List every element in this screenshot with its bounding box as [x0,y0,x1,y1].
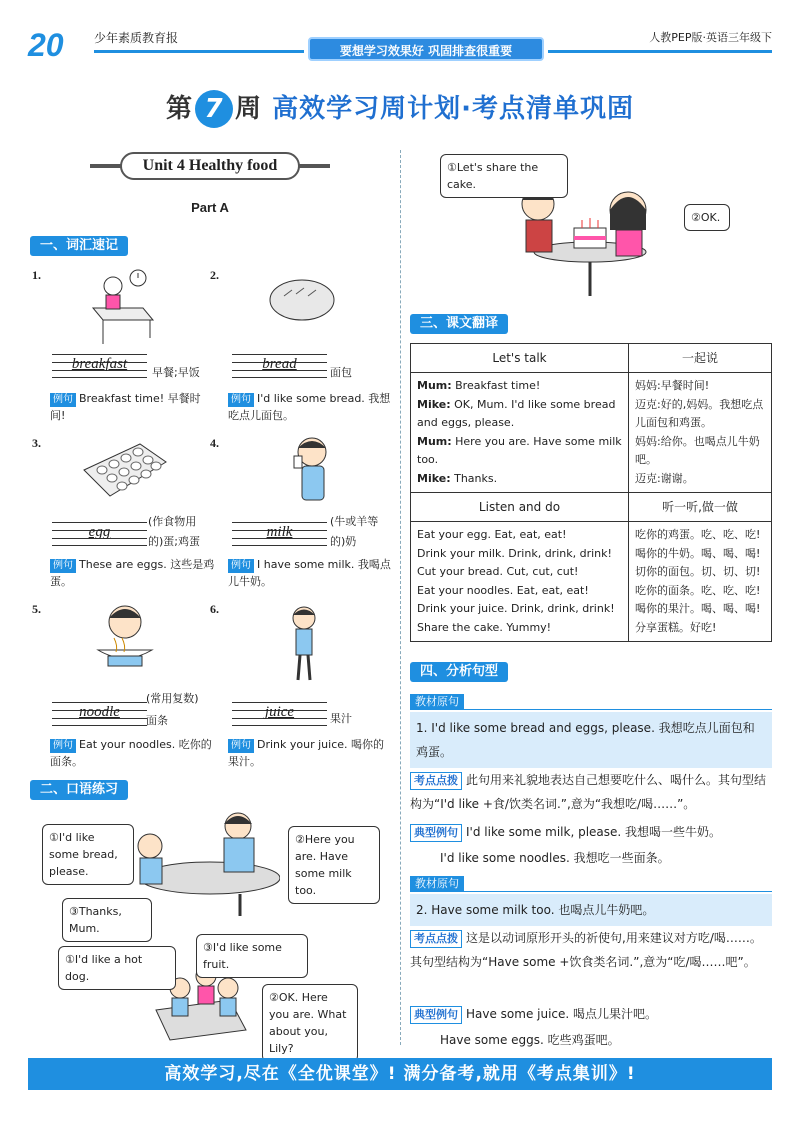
newspaper-name: 少年素质教育报 [94,29,182,46]
writing-lines [232,352,327,378]
vocab-number: 6. [210,602,219,616]
example-label: 典型例句 [410,1006,462,1024]
example-text: Have some juice. 喝点儿果汁吧。 [466,1007,658,1021]
vocab-number: 3. [32,436,41,450]
source-bar [410,876,772,892]
example-line [410,1002,772,1026]
vocab-number: 1. [32,268,41,282]
header-rule [548,50,772,53]
vocab-meaning: 面包 [330,366,352,379]
vocab-meaning: 早餐;早饭 [152,366,200,379]
speech-bubble: ②Here you are. Have some milk too. [288,826,380,904]
example-text: I'd like some bread. 我想吃点儿面包。 [228,392,391,422]
point-text: 此句用来礼貌地表达自己想要吃什么、喝什么。其句型结构为“I'd like +食/饮类名词.”,意为“我想吃/喝……”。 [410,773,767,811]
juice-picture [284,604,324,686]
example-line [410,820,772,844]
vocab-word: egg [88,524,111,540]
section-vocab: 一、词汇速记 [30,236,128,256]
point-label: 考点点拨 [410,772,462,790]
example-text: Eat your noodles. 吃你的面条。 [50,738,212,768]
week-number: 7 [195,90,233,128]
speech-bubble: ①I'd like a hot dog. [58,946,176,990]
breakfast-picture [88,268,158,346]
point-text: 这是以动词原形开头的祈使句,用来建议对方吃/喝……。其句型结构为“Have some +饮食类名词.”,意为“吃/喝……吧”。 [410,931,762,969]
table-header: Let's talk [411,344,629,373]
example-label: 典型例句 [410,824,462,842]
translation-table [410,343,772,642]
vocab-meaning: (牛或羊等的)奶 [330,515,379,548]
writing-lines [52,700,147,726]
vocab-example [50,390,215,424]
speech-bubble: ①Let's share the cake. [440,154,568,198]
table-header: 一起说 [629,344,772,373]
listen-chinese-cell: 吃你的鸡蛋。吃、吃、吃! 喝你的牛奶。喝、喝、喝! 切你的面包。切、切、切! 吃你的面条。吃、吃、吃! 喝你的果汁。喝、喝、喝! 分享蛋糕。好吃! [629,522,772,642]
writing-lines [52,520,147,546]
vocab-example [50,556,215,590]
vocab-example [50,736,215,770]
page-title [0,88,800,128]
table-header: 听一听,做一做 [629,493,772,522]
vocab-meaning: (常用复数)面条 [146,692,199,727]
vocab-number: 5. [32,602,41,616]
writing-lines [232,520,327,546]
vocab-number: 4. [210,436,219,450]
source-sentence: 2. Have some milk too. 也喝点儿牛奶吧。 [410,894,772,926]
source-bar [410,694,772,710]
vocab-example [228,556,393,590]
example-tag: 例句 [228,739,254,753]
vocab-number: 2. [210,268,219,282]
vocab-word: noodle [79,704,120,720]
section-speaking: 二、口语练习 [30,780,128,800]
vocab-word: breakfast [71,356,128,372]
speech-bubble: ③I'd like some fruit. [196,934,308,978]
example-text: Drink your juice. 喝你的果汁。 [228,738,385,768]
point-label: 考点点拨 [410,930,462,948]
vocab-word: juice [264,704,295,720]
speech-bubble: ③Thanks, Mum. [62,898,152,942]
writing-lines [232,700,327,726]
table-header: Listen and do [411,493,629,522]
speech-bubble: ②OK. [684,204,730,231]
header-rule [94,50,304,53]
part-title: Part A [191,200,229,215]
unit-banner [90,152,330,180]
vocab-word: milk [266,524,293,540]
title-main: 高效学习周计划·考点清单巩固 [272,94,634,124]
vocab-meaning: 果汁 [330,712,352,725]
example-line: I'd like some noodles. 我想吃一些面条。 [440,851,670,865]
section-translation: 三、课文翻译 [410,314,508,334]
example-tag: 例句 [228,559,254,573]
footer-banner: 高效学习,尽在《全优课堂》! 满分备考,就用《考点集训》! [28,1058,772,1090]
source-label: 教材原句 [410,876,464,892]
vocab-example [228,390,393,424]
point-paragraph [410,926,772,974]
eggs-picture [80,440,168,502]
listen-english-cell: Eat your egg. Eat, eat, eat! Drink your milk. Drink, drink, drink! Cut your bread. Cut, cut, cut! Eat your noodles. Eat, eat, eat! Drink your juice. Drink, drink, drink! Share the cake. Yummy! [411,522,629,642]
example-text: These are eggs. 这些是鸡蛋。 [50,558,215,588]
speech-bubble: ②OK. Here you are. What about you, Lily? [262,984,358,1062]
point-paragraph [410,768,772,816]
speech-bubble: ①I'd like some bread, please. [42,824,134,885]
unit-title: Unit 4 Healthy food [120,152,300,180]
example-text: I'd like some milk, please. 我想喝一些牛奶。 [466,825,722,839]
bread-picture [268,270,336,322]
example-line: Have some eggs. 吃些鸡蛋吧。 [440,1033,620,1047]
talk-english-cell: Mum: Breakfast time! Mike: OK, Mum. I'd like some bread and eggs, please. Mum: Here you are. Have some milk too. Mike: Thanks. [411,373,629,493]
source-sentence: 1. I'd like some bread and eggs, please. 我想吃点儿面包和鸡蛋。 [410,712,772,768]
edition-label: 人教PEP版·英语三年级下 [645,29,772,45]
source-label: 教材原句 [410,694,464,710]
example-text: I have some milk. 我喝点儿牛奶。 [228,558,391,588]
title-suffix: 周 [235,94,263,124]
talk-chinese-cell: 妈妈:早餐时间! 迈克:好的,妈妈。我想吃点儿面包和鸡蛋。 妈妈:给你。也喝点儿牛奶吧。 迈克:谢谢。 [629,373,772,493]
example-tag: 例句 [50,559,76,573]
example-tag: 例句 [50,739,76,753]
milk-picture [282,434,342,510]
example-tag: 例句 [228,393,254,407]
vocab-example [228,736,393,770]
section-analysis: 四、分析句型 [410,662,508,682]
page-number: 20 [28,27,64,63]
noodles-picture [92,600,158,670]
page-header [28,27,772,69]
vocab-word: bread [262,356,297,372]
example-text: Breakfast time! 早餐时间! [50,392,201,422]
example-tag: 例句 [50,393,76,407]
column-divider [400,150,401,1045]
writing-lines [52,352,147,378]
vocab-meaning: (作食物用的)蛋;鸡蛋 [148,515,200,548]
title-prefix: 第 [166,94,194,124]
header-tagline: 要想学习效果好 巩固排查很重要 [308,37,544,61]
